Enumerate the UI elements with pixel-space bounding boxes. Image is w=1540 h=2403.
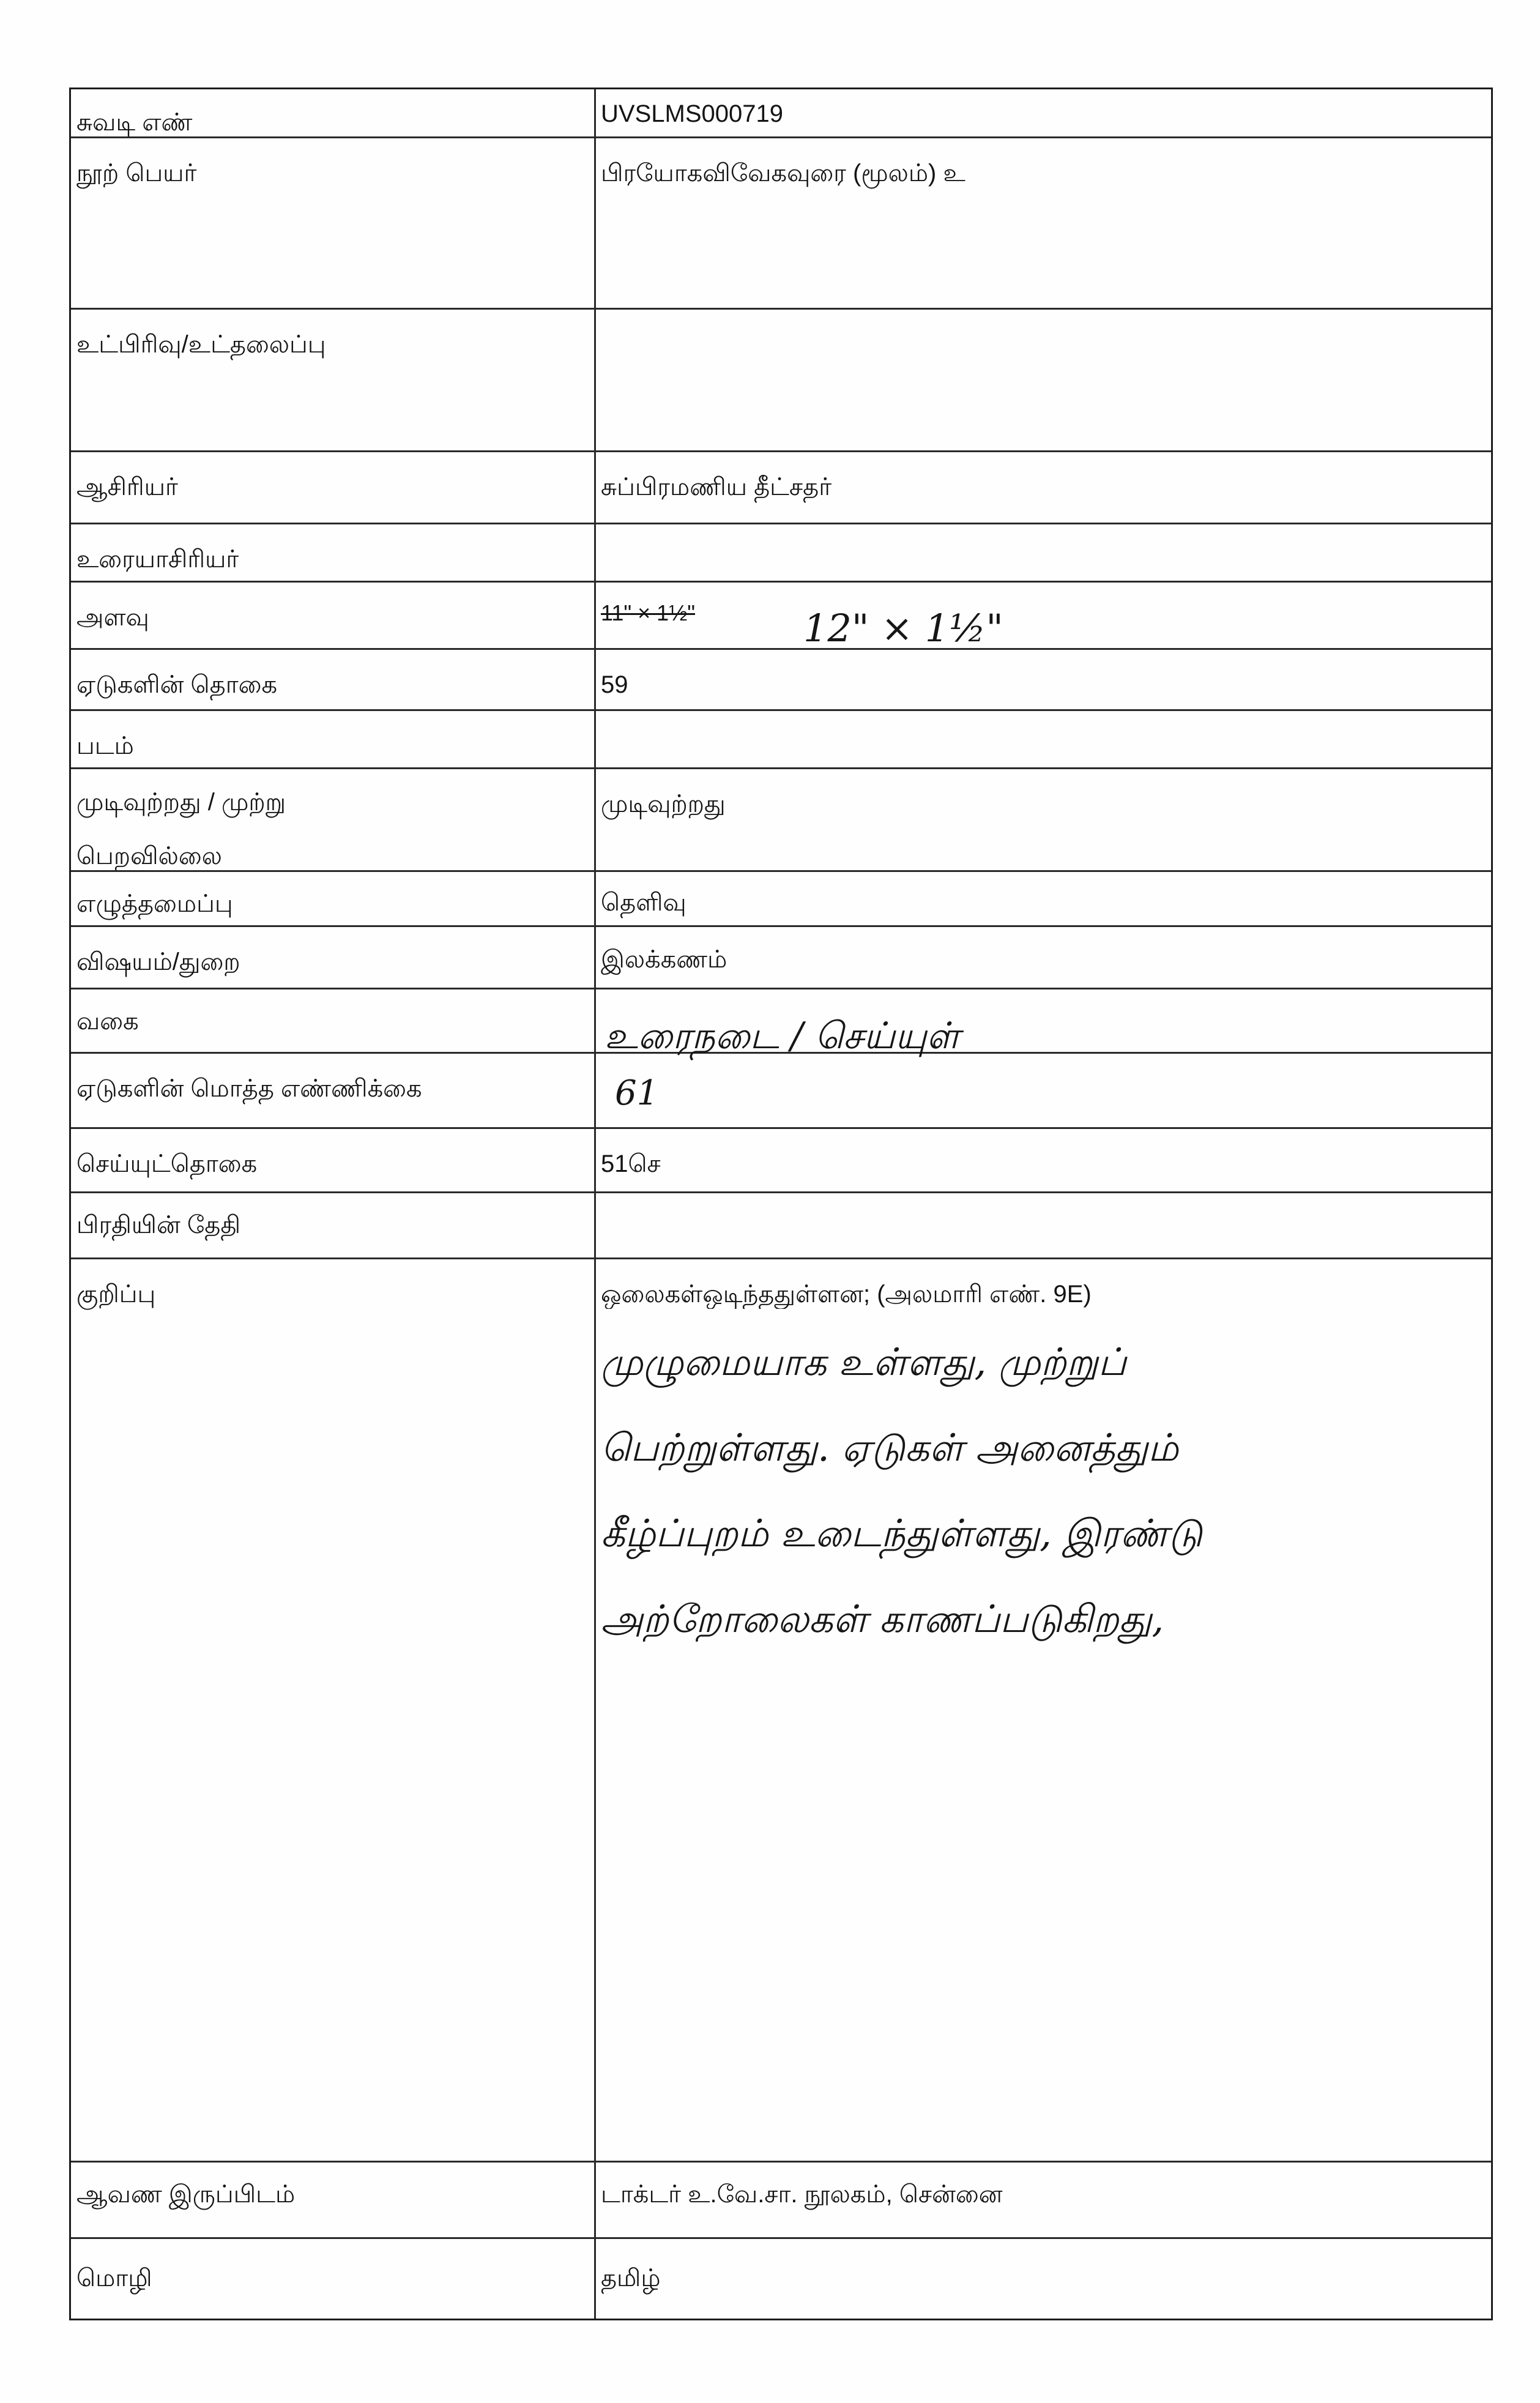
field-row-title [71, 136, 1491, 308]
field-label-total-leaf-count: ஏடுகளின் மொத்த எண்ணிக்கை [76, 1075, 422, 1102]
field-label-completeness: முடிவுற்றது / முற்று பெறவில்லை [76, 789, 286, 870]
field-row-author [71, 450, 1491, 523]
field-value-leaf-count: 59 [594, 650, 1491, 709]
field-value-script-clarity: தெளிவு [594, 872, 1491, 925]
field-row-completeness [71, 767, 1491, 870]
field-value-language: தமிழ் [594, 2239, 1491, 2319]
field-label-script-clarity: எழுத்தமைப்பு [76, 890, 233, 917]
field-label-repository: ஆவண இருப்பிடம் [76, 2181, 296, 2208]
notes-handwritten-line: கீழ்ப்புறம் உடைந்துள்ளது, இரண்டு [601, 1511, 1203, 1555]
field-label-copy-date: பிரதியின் தேதி [76, 1212, 241, 1239]
field-value-title: பிரயோகவிவேகவுரை (மூலம்) உ [594, 138, 1491, 308]
field-value-copy-date [594, 1193, 1491, 1257]
field-row-repository [71, 2161, 1491, 2237]
field-row-notes [71, 1257, 1491, 2161]
field-row-size [71, 581, 1491, 648]
field-row-leaf-count [71, 648, 1491, 709]
field-value-subdivision [594, 310, 1491, 450]
size-handwritten-value: 12" × 1½" [803, 606, 1003, 650]
field-label-genre: வகை [76, 1008, 139, 1035]
notes-handwritten-line: பெற்றுள்ளது. ஏடுகள் அனைத்தும் [601, 1425, 1179, 1470]
total-leaf-handwritten-value: 61 [615, 1073, 659, 1113]
notes-handwritten-line: அற்றோலைகள் காணப்படுகிறது, [601, 1596, 1164, 1641]
field-row-commentator [71, 523, 1491, 581]
field-row-genre [71, 988, 1491, 1057]
field-label-title: நூற் பெயர் [76, 160, 197, 187]
field-value-author: சுப்பிரமணிய தீட்சதர் [594, 452, 1491, 523]
field-label-size: அளவு [76, 604, 149, 631]
field-label-subject: விஷயம்/துறை [76, 948, 240, 975]
field-label-leaf-count: ஏடுகளின் தொகை [76, 671, 278, 698]
field-value-subject: இலக்கணம் [594, 927, 1491, 988]
notes-handwritten-block [601, 1319, 1491, 1662]
field-label-notes: குறிப்பு [76, 1281, 156, 1308]
field-value-catalog-number: UVSLMS000719 [594, 89, 1491, 136]
field-value-notes [594, 1259, 1491, 2161]
notes-printed-text: ஒலைகள்ஒடிந்ததுள்ளன; (அலமாரி எண். 9E) [601, 1281, 1092, 1308]
field-label-language: மொழி [76, 2265, 152, 2292]
field-row-total-leaf-count [71, 1052, 1491, 1127]
manuscript-catalog-table [69, 88, 1493, 2320]
size-struck-value: 11" × 1½" [601, 600, 696, 625]
field-value-genre [594, 989, 1491, 1057]
field-value-repository: டாக்டர் உ.வே.சா. நூலகம், சென்னை [594, 2163, 1491, 2237]
field-row-verse-count [71, 1127, 1491, 1191]
field-row-script-clarity [71, 870, 1491, 925]
field-label-catalog-number: சுவடி எண் [76, 109, 193, 136]
field-row-subdivision [71, 308, 1491, 450]
field-label-verse-count: செய்யுட்தொகை [76, 1150, 258, 1177]
field-label-illustration: படம் [76, 732, 134, 759]
field-value-illustration [594, 711, 1491, 767]
field-label-author: ஆசிரியர் [76, 474, 178, 501]
field-row-catalog-number [71, 89, 1491, 136]
field-row-subject [71, 925, 1491, 988]
field-row-copy-date [71, 1191, 1491, 1257]
field-value-verse-count: 51செ [594, 1129, 1491, 1191]
field-value-completeness: முடிவுற்றது [594, 769, 1491, 870]
notes-handwritten-line: முழுமையாக உள்ளது, முற்றுப் [601, 1339, 1126, 1384]
field-row-language [71, 2237, 1491, 2319]
field-label-subdivision: உட்பிரிவு/உட்தலைப்பு [76, 331, 326, 358]
genre-handwritten-value: உரைநடை / செய்யுள் [604, 1015, 960, 1057]
field-value-total-leaf-count [594, 1054, 1491, 1127]
field-value-commentator [594, 524, 1491, 581]
field-value-size [594, 583, 1491, 648]
field-label-commentator: உரையாசிரியர் [76, 546, 239, 573]
field-row-illustration [71, 709, 1491, 767]
